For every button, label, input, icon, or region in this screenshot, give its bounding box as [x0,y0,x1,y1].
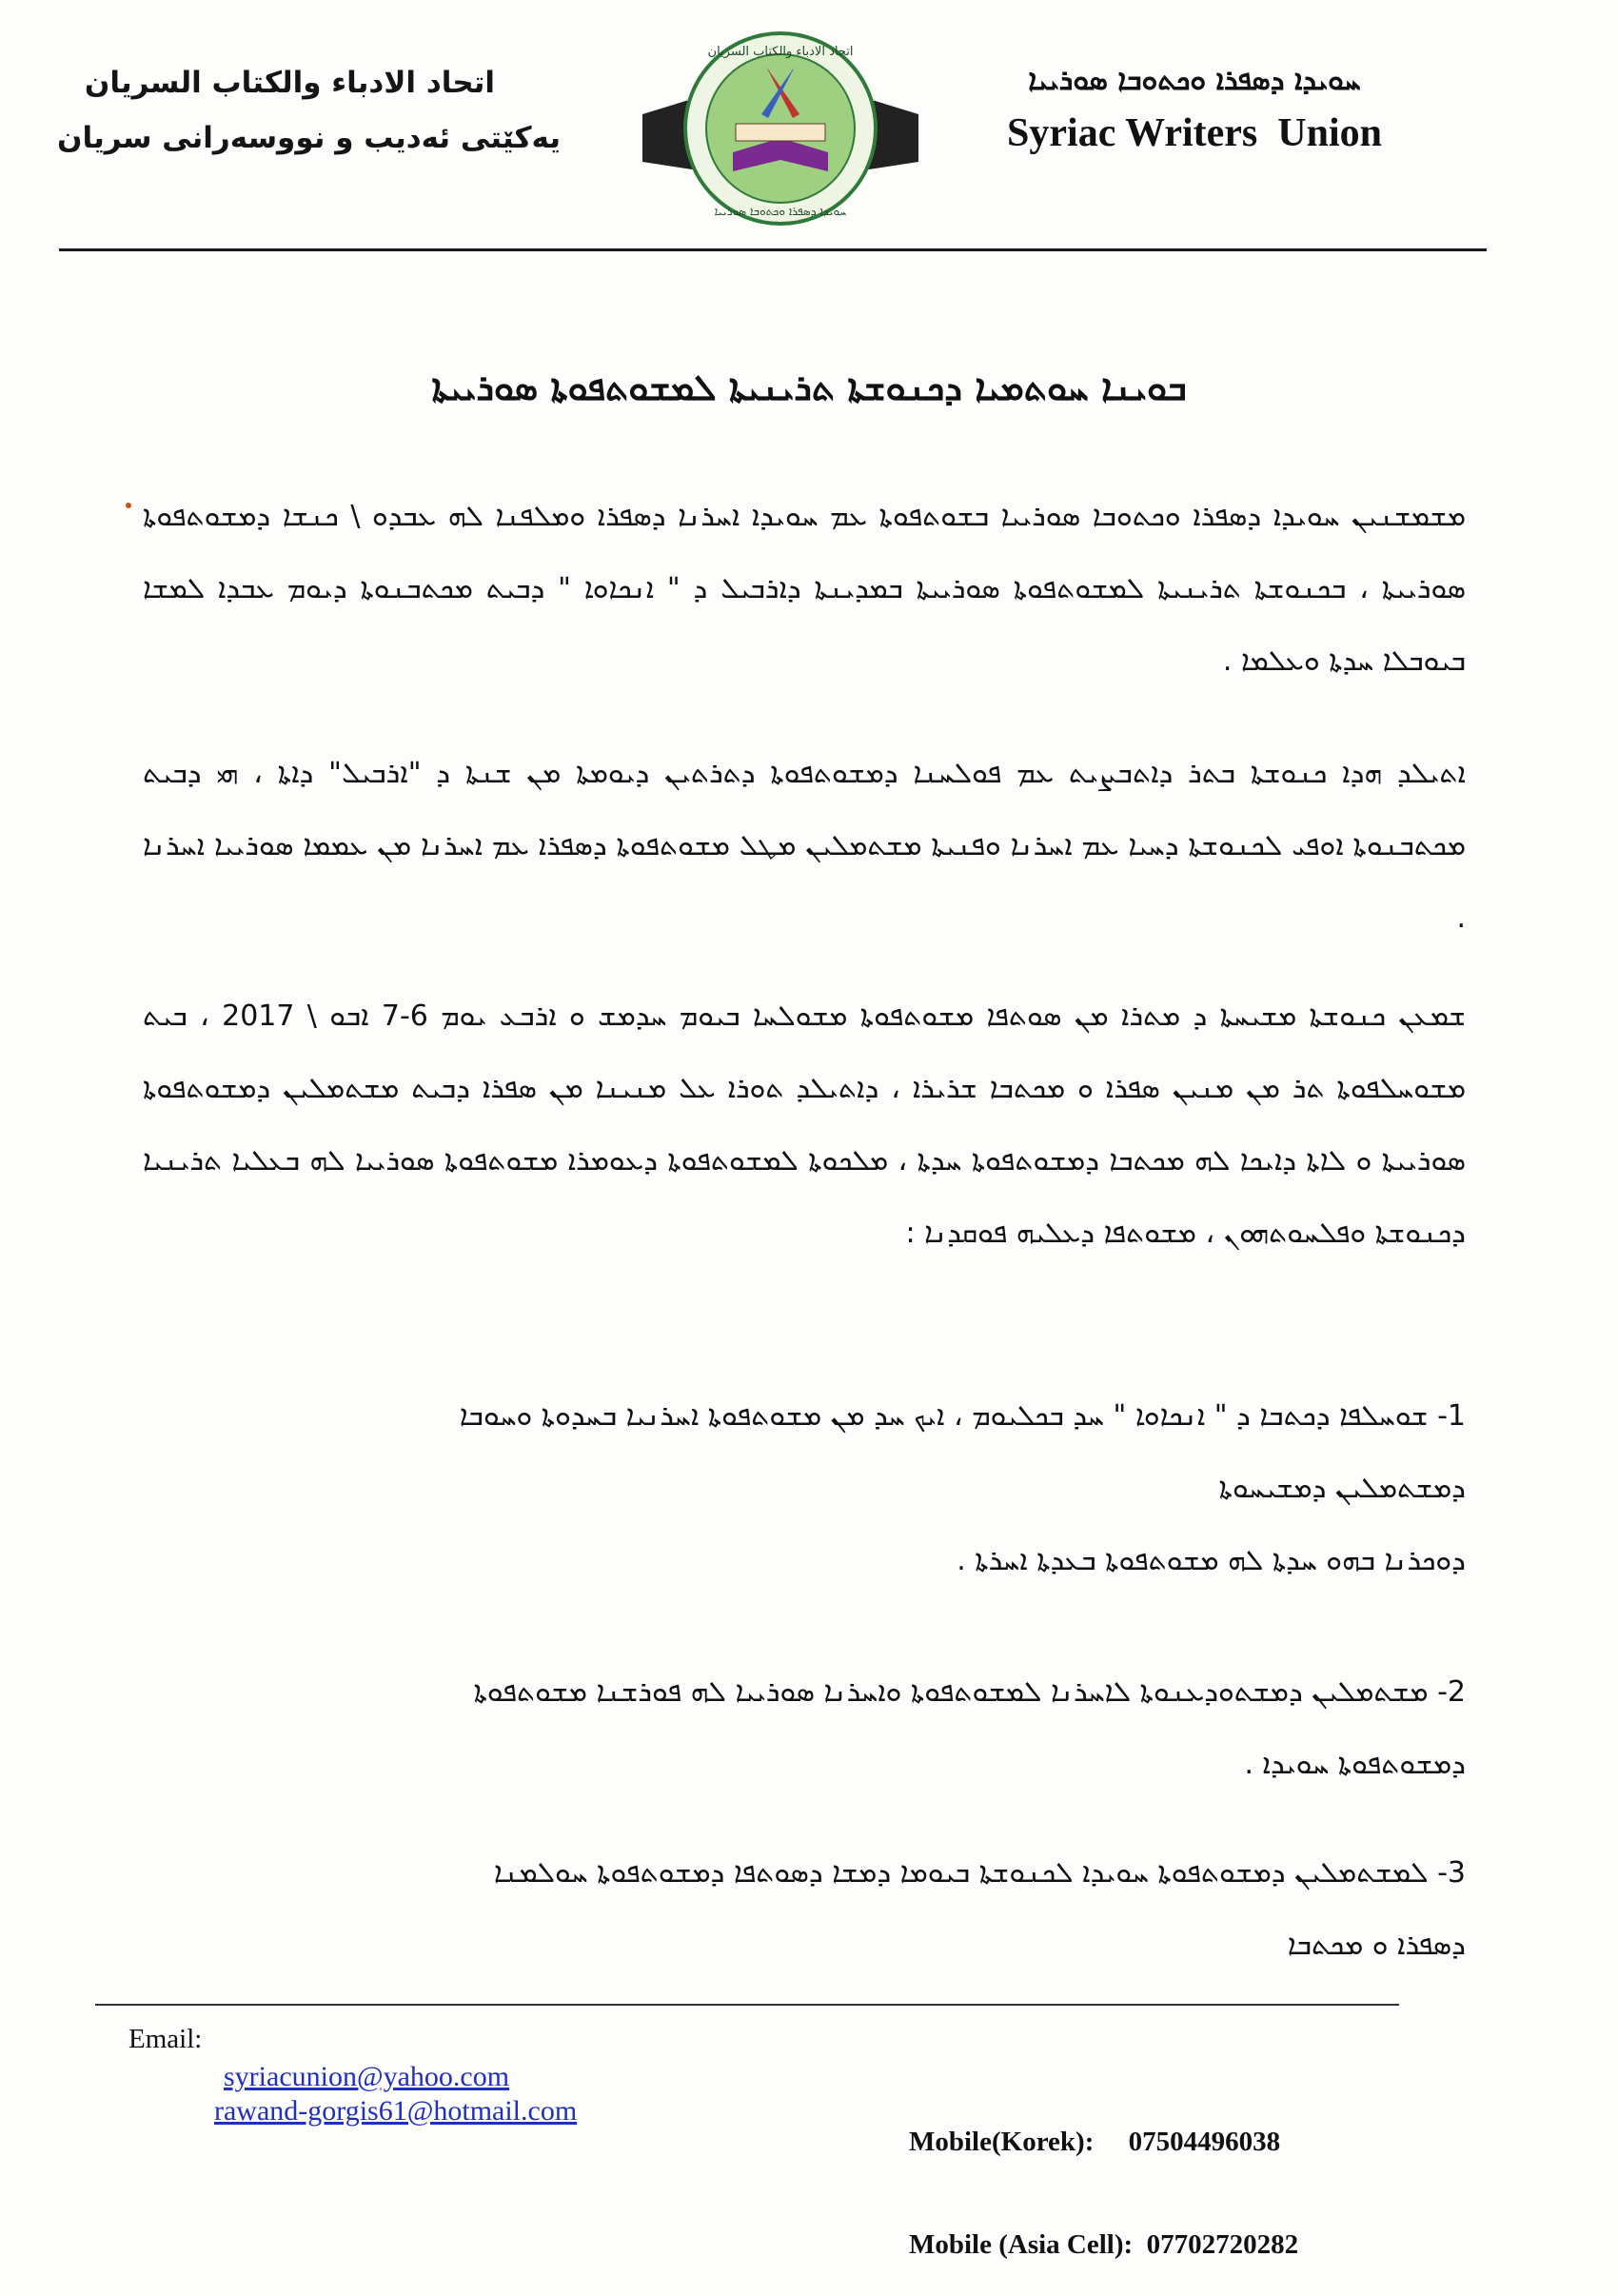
body-paragraph: ܡܫܡܫܢܝܢ ܚܘܝܕܐ ܕܣܦܪܐ ܘܟܬܘܒܐ ܣܘܪܝܝܐ ܒܫܘܬܦܘܬܐ ܥܡ ܚܘܝܕܐ ܐܚܪܢܐ ܕܣܦܪܐ ܘܡܠܦܢܐ ܠܗ ܥܒܕܘ \ ܟܢܫܐ ܕܡܫܘܬܦܘܬܐ ܣܘܪܝܝܬܐ ، ܒܟܢܘܫܬܐ ܬܪܝܢܝܬܐ ܠܡܫܘܬܦܘܬܐ ܣܘܪܝܝܬܐ ܒܡܕܝܢܬܐ ܕܐܪܒܝܠ ܕ " ܐܢܟܐܘܐ " ܕܒܝܬ ܡܟܬܒܢܘܬܐ ܕܝܘܡ ܥܒܕܐ ܠܡܫܐ ܒܝܘܒܠܐ ܚܕܬܐ ܘܥܠܡܐ . [143,500,1466,678]
list-number: 3- [1437,1856,1466,1890]
phone-block [909,2056,1298,2296]
list-item [143,1656,1466,1801]
union-logo [623,29,937,228]
kurdish-org-name: یەکێتی ئەدیب و نووسەرانی سریان [57,121,561,155]
phone-row [909,2125,1298,2159]
header-divider [59,248,1487,251]
body-paragraph: ܫܡܥܢ ܟܢܘܫܬܐ ܡܫܝܚܬܐ ܕ ܡܬܪܐ ܡܢ ܣܘܬܦܐ ܡܫܘܬܦܘܬܐ ܡܫܘܠܚܐ ܒܝܘܡ ܚܕܡܫ ܘ ܐܪܒܥ ܝܘܡ 6-7 ܐܒܘ \ 2017 ، ܒܝܬ ܡܫܘܚܠܦܘܬܐ ܬܪ ܡܢ ܡܢܝܢ ܣܦܪܐ ܘ ܡܟܬܒܐ ܫܪܝܪܐ ، ܕܐܬܝܠܕ ܬܘܪܐ ܥܠ ܡܢܝܢܐ ܡܢ ܣܦܪܐ ܕܒܝܬ ܡܫܬܡܠܝܢ ܕܡܫܘܬܦܘܬܐ ܣܘܪܝܝܬܐ ܘ ܠܐܬܐ ܕܐܝܟܐ ܠܗ ܡܟܬܒܐ ܕܡܫܘܬܦܘܬܐ ܚܕܬܐ ، ܡܠܟܘܬܐ ܠܡܫܘܬܦܘܬܐ ܕܥܘܡܪܐ ܡܫܘܬܦܘܬܐ ܣܘܪܝܝܐ ܠܗ ܒܥܠܝܐ ܬܪܝܢܝܐ ܕܟܢܘܫܬܐ ܘܦܠܚܘܬܗܘܢ ، ܡܫܘܬܦܐ ܕܥܠܝܗ ܦܘܩܕܢܐ : [143,1000,1467,1250]
list-number: 2- [1437,1675,1466,1709]
list-text: ܫܘܚܠܦܐ ܕܟܬܒܐ ܕ " ܐܢܟܐܘܐ " ܚܕ ܒܟܠܝܘܡ ، ܐܝܟ ܚܕ ܡܢ ܡܫܘܬܦܘܬܐ ܐܚܪܢܝܐ ܒܚܕܘܬܐ ܘܚܘܒܐ [459,1399,1429,1433]
letterhead-right [961,55,1428,160]
list-item [143,1380,1466,1597]
list-number: 1- [1437,1399,1466,1433]
email-block [128,2023,577,2128]
phone-label: Mobile(Korek): [909,2127,1095,2157]
email-link-hotmail[interactable]: rawand-gorgis61@hotmail.com [214,2095,578,2127]
margin-mark [126,503,131,508]
arabic-org-name: اتحاد الادباء والكتاب السريان [84,66,495,100]
logo-ring-text: اتحاد الادباء والكتاب السريان [707,45,854,59]
list-text: ܕܡܫܬܡܠܝܢ ܕܡܫܝܚܘܬܐ [1218,1472,1466,1505]
list-text: ܕܘܟܪܢܐ ܒܗܘ ܚܕܬܐ ܠܗ ܡܫܘܬܦܘܬܐ ܒܥܕܬܐ ܐܚܪܬܐ . [957,1544,1466,1577]
email-label: Email: [128,2024,203,2054]
letterhead-left [57,55,561,166]
phone-row [909,2227,1298,2262]
footer-divider [95,2004,1399,2006]
list-text: ܕܡܫܘܬܦܘܬܐ ܚܘܝܕܐ . [1244,1748,1466,1781]
phone-label: Mobile (Asia Cell): [909,2229,1134,2260]
list-item [143,1837,1466,1982]
list-text: ܕܣܦܪܐ ܘ ܡܟܬܒܐ [1287,1929,1466,1962]
list-text: ܠܡܫܬܡܠܝܢ ܕܡܫܘܬܦܘܬܐ ܚܘܝܕܐ ܠܟܢܘܫܬܐ ܒܝܘܡܐ ܕܡܫܐ ܕܣܘܬܦܐ ܕܡܫܘܬܦܘܬܐ ܚܘܠܡܢܐ [493,1856,1429,1890]
list-text: ܡܫܬܡܠܝܢ ܕܡܫܬܘܕܥܢܘܬܐ ܠܐܚܪܢܐ ܠܡܫܘܬܦܘܬܐ ܘܐܚܪܢܐ ܣܘܪܝܝܐ ܠܗ ܦܘܪܫܢܐ ܡܫܘܬܦܘܬܐ [473,1675,1429,1709]
syriac-org-name: ܚܘܝܕܐ ܕܣܦܪܐ ܘܟܬܘܒܐ ܣܘܪܝܝܐ [1028,64,1361,97]
email-link-yahoo[interactable]: syriacunion@yahoo.com [224,2061,510,2092]
body-paragraph: ܐܬܝܠܕ ܗܕܐ ܟܢܘܫܬܐ ܒܬܪ ܕܐܬܒܨܝܬ ܥܡ ܦܘܠܚܢܐ ܕܡܫܘܬܦܘܬܐ ܕܬܪܬܝܢ ܕܝܘܡܬܐ ܡܢ ܫܢܬܐ ܕ "ܐܪܒܝܠ" ܕܐܬܐ ، ܗܝ ܕܒܝܬ ܡܟܬܒܢܘܬܐ ܐܘܦܝ ܠܟܢܘܫܬܐ ܕܚܝܐ ܥܡ ܐܚܪܢܐ ܘܦܢܝܬܐ ܡܫܬܡܠܝܢ ܡܛܠ ܡܫܘܬܦܘܬܐ ܕܣܦܪܐ ܥܡ ܐܚܪܢܐ ܡܢ ܥܡܡܐ ܣܘܪܝܝܐ ܐܚܪܢܐ . [143,757,1466,935]
document-title: ܒܘܝܢܐ ܚܘܬܡܝܐ ܕܟܢܘܫܬܐ ܬܪܝܢܝܬܐ ܠܡܫܘܬܦܘܬܐ ܣܘܪܝܝܬܐ [431,366,1187,408]
logo-lower-text: ܚܘܝܕܐ ܕܣܦܪܐ ܘܟܬܘܒܐ ܣܘܪܝܝܐ [714,205,847,218]
phone-number: 07504496038 [1128,2127,1281,2157]
phone-number: 07702720282 [1146,2229,1299,2260]
english-org-name: Syriac Writers Union [1007,111,1382,155]
